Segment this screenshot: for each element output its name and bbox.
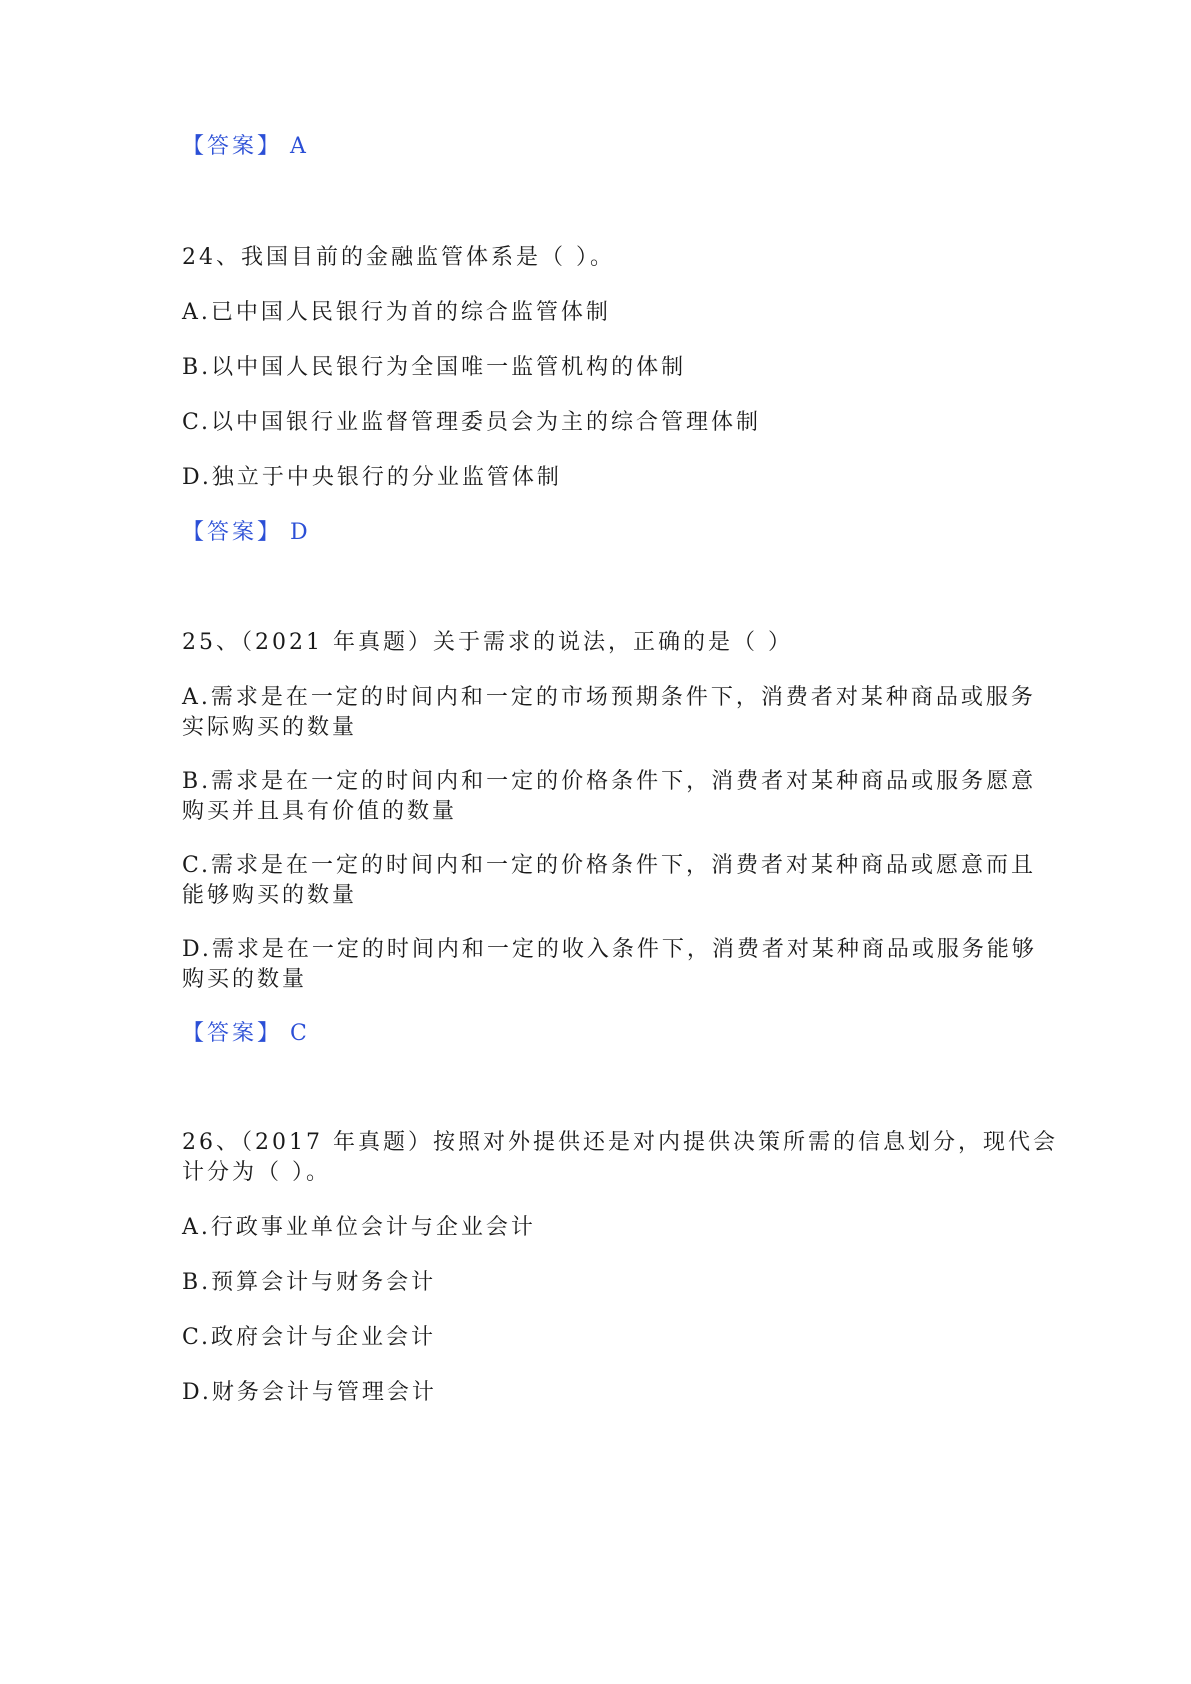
question-25: 25、（2021 年真题）关于需求的说法，正确的是（ ） bbox=[182, 630, 793, 655]
q25-option-b-line2: 购买并且具有价值的数量 bbox=[182, 799, 458, 824]
answer-label: 【答案】 bbox=[182, 520, 283, 545]
question-26-line2: 计分为（ ）。 bbox=[182, 1160, 331, 1185]
answer-label: 【答案】 bbox=[182, 1021, 283, 1046]
q26-option-d: D.财务会计与管理会计 bbox=[182, 1380, 437, 1405]
q26-option-b: B.预算会计与财务会计 bbox=[182, 1270, 437, 1295]
q25-option-a-line2: 实际购买的数量 bbox=[182, 715, 358, 740]
q24-option-a: A.已中国人民银行为首的综合监管体制 bbox=[182, 300, 611, 325]
answer-value: D bbox=[290, 520, 311, 545]
q24-option-c: C.以中国银行业监督管理委员会为主的综合管理体制 bbox=[182, 410, 762, 435]
answer-line-q25 bbox=[182, 1018, 310, 1050]
q26-option-a: A.行政事业单位会计与企业会计 bbox=[182, 1215, 536, 1240]
question-26-line1: 26、（2017 年真题）按照对外提供还是对内提供决策所需的信息划分，现代会 bbox=[182, 1130, 1058, 1155]
q26-option-c: C.政府会计与企业会计 bbox=[182, 1325, 437, 1350]
answer-line-q23 bbox=[182, 131, 309, 163]
q25-option-a-line1: A.需求是在一定的时间内和一定的市场预期条件下，消费者对某种商品或服务 bbox=[182, 685, 1036, 710]
answer-label: 【答案】 bbox=[182, 134, 283, 159]
q25-option-c-line1: C.需求是在一定的时间内和一定的价格条件下，消费者对某种商品或愿意而且 bbox=[182, 853, 1037, 878]
question-24: 24、我国目前的金融监管体系是（ ）。 bbox=[182, 245, 615, 270]
q24-option-d: D.独立于中央银行的分业监管体制 bbox=[182, 465, 562, 490]
q24-option-b: B.以中国人民银行为全国唯一监管机构的体制 bbox=[182, 355, 687, 380]
answer-value: A bbox=[290, 134, 309, 159]
answer-value: C bbox=[290, 1021, 310, 1046]
q25-option-d-line1: D.需求是在一定的时间内和一定的收入条件下，消费者对某种商品或服务能够 bbox=[182, 937, 1037, 962]
q25-option-c-line2: 能够购买的数量 bbox=[182, 883, 358, 908]
q25-option-b-line1: B.需求是在一定的时间内和一定的价格条件下，消费者对某种商品或服务愿意 bbox=[182, 769, 1037, 794]
q25-option-d-line2: 购买的数量 bbox=[182, 967, 308, 992]
answer-line-q24 bbox=[182, 517, 311, 549]
